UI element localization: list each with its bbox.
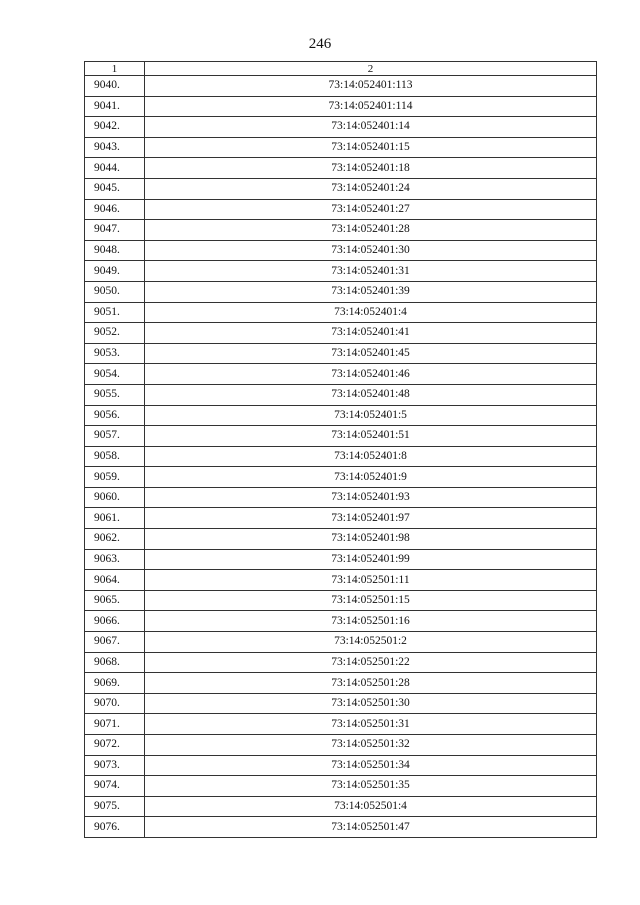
row-number: 9048.: [85, 240, 145, 261]
row-number: 9054.: [85, 364, 145, 385]
row-number: 9073.: [85, 755, 145, 776]
table-row: [85, 323, 597, 344]
table-row: [85, 590, 597, 611]
cadastral-number: 73:14:052401:30: [145, 240, 597, 261]
table-row: [85, 487, 597, 508]
table-row: [85, 755, 597, 776]
row-number: 9061.: [85, 508, 145, 529]
table-row: [85, 611, 597, 632]
row-number: 9071.: [85, 714, 145, 735]
table-row: [85, 693, 597, 714]
row-number: 9058.: [85, 446, 145, 467]
cadastral-number: 73:14:052401:24: [145, 178, 597, 199]
row-number: 9056.: [85, 405, 145, 426]
table-row: [85, 735, 597, 756]
cadastral-number: 73:14:052401:27: [145, 199, 597, 220]
cadastral-number: 73:14:052401:4: [145, 302, 597, 323]
row-number: 9055.: [85, 384, 145, 405]
cadastral-number: 73:14:052401:97: [145, 508, 597, 529]
table-row: [85, 652, 597, 673]
table-row: [85, 199, 597, 220]
row-number: 9053.: [85, 343, 145, 364]
cadastral-number: 73:14:052501:16: [145, 611, 597, 632]
cadastral-number: 73:14:052401:99: [145, 549, 597, 570]
table-row: [85, 467, 597, 488]
row-number: 9045.: [85, 178, 145, 199]
cadastral-number: 73:14:052401:28: [145, 220, 597, 241]
table-row: [85, 384, 597, 405]
cadastral-number: 73:14:052401:9: [145, 467, 597, 488]
table-row: [85, 673, 597, 694]
table-row: [85, 570, 597, 591]
row-number: 9069.: [85, 673, 145, 694]
table-row: [85, 302, 597, 323]
cadastral-number: 73:14:052401:31: [145, 261, 597, 282]
cadastral-number: 73:14:052401:51: [145, 426, 597, 447]
row-number: 9052.: [85, 323, 145, 344]
cadastral-number: 73:14:052501:11: [145, 570, 597, 591]
table-row: [85, 178, 597, 199]
cadastral-number: 73:14:052401:5: [145, 405, 597, 426]
table-body: [85, 76, 597, 838]
cadastral-number: 73:14:052401:93: [145, 487, 597, 508]
cadastral-number: 73:14:052501:28: [145, 673, 597, 694]
cadastral-number: 73:14:052401:18: [145, 158, 597, 179]
row-number: 9064.: [85, 570, 145, 591]
table-row: [85, 281, 597, 302]
cadastral-number: 73:14:052501:31: [145, 714, 597, 735]
row-number: 9076.: [85, 817, 145, 838]
row-number: 9065.: [85, 590, 145, 611]
table-row: [85, 632, 597, 653]
cadastral-number: 73:14:052501:47: [145, 817, 597, 838]
cadastral-number: 73:14:052501:15: [145, 590, 597, 611]
table-row: [85, 96, 597, 117]
row-number: 9074.: [85, 776, 145, 797]
table-row: [85, 714, 597, 735]
table-row: [85, 426, 597, 447]
cadastral-number: 73:14:052501:22: [145, 652, 597, 673]
row-number: 9050.: [85, 281, 145, 302]
table-row: [85, 158, 597, 179]
table-row: [85, 446, 597, 467]
cadastral-number: 73:14:052401:45: [145, 343, 597, 364]
row-number: 9072.: [85, 735, 145, 756]
table-row: [85, 220, 597, 241]
row-number: 9062.: [85, 529, 145, 550]
row-number: 9042.: [85, 117, 145, 138]
table-row: [85, 405, 597, 426]
row-number: 9044.: [85, 158, 145, 179]
table-header-row: [85, 62, 597, 76]
row-number: 9060.: [85, 487, 145, 508]
table-row: [85, 549, 597, 570]
row-number: 9067.: [85, 632, 145, 653]
cadastral-number: 73:14:052401:48: [145, 384, 597, 405]
row-number: 9041.: [85, 96, 145, 117]
row-number: 9047.: [85, 220, 145, 241]
page-number: 246: [308, 36, 332, 52]
row-number: 9046.: [85, 199, 145, 220]
cadastral-number: 73:14:052501:2: [145, 632, 597, 653]
row-number: 9051.: [85, 302, 145, 323]
cadastral-number: 73:14:052501:35: [145, 776, 597, 797]
row-number: 9040.: [85, 76, 145, 97]
cadastral-number: 73:14:052501:32: [145, 735, 597, 756]
cadastral-number: 73:14:052401:114: [145, 96, 597, 117]
row-number: 9043.: [85, 137, 145, 158]
column-header-index: 1: [85, 62, 145, 76]
cadastral-number: 73:14:052501:4: [145, 796, 597, 817]
table-row: [85, 240, 597, 261]
table-row: [85, 364, 597, 385]
cadastral-number: 73:14:052501:30: [145, 693, 597, 714]
row-number: 9070.: [85, 693, 145, 714]
row-number: 9057.: [85, 426, 145, 447]
row-number: 9063.: [85, 549, 145, 570]
cadastral-number: 73:14:052401:8: [145, 446, 597, 467]
cadastral-number: 73:14:052401:14: [145, 117, 597, 138]
table-row: [85, 76, 597, 97]
row-number: 9066.: [85, 611, 145, 632]
cadastral-number: 73:14:052401:98: [145, 529, 597, 550]
cadastral-number: 73:14:052401:41: [145, 323, 597, 344]
table-row: [85, 137, 597, 158]
table-row: [85, 343, 597, 364]
row-number: 9059.: [85, 467, 145, 488]
column-header-code: 2: [145, 62, 597, 76]
cadastral-number: 73:14:052401:113: [145, 76, 597, 97]
row-number: 9075.: [85, 796, 145, 817]
cadastral-number-table: [84, 61, 597, 838]
cadastral-number: 73:14:052401:46: [145, 364, 597, 385]
cadastral-number: 73:14:052401:15: [145, 137, 597, 158]
cadastral-number: 73:14:052401:39: [145, 281, 597, 302]
table-row: [85, 776, 597, 797]
table-row: [85, 508, 597, 529]
row-number: 9049.: [85, 261, 145, 282]
table-row: [85, 796, 597, 817]
table-row: [85, 117, 597, 138]
cadastral-number: 73:14:052501:34: [145, 755, 597, 776]
table-row: [85, 261, 597, 282]
row-number: 9068.: [85, 652, 145, 673]
table-row: [85, 817, 597, 838]
table-row: [85, 529, 597, 550]
